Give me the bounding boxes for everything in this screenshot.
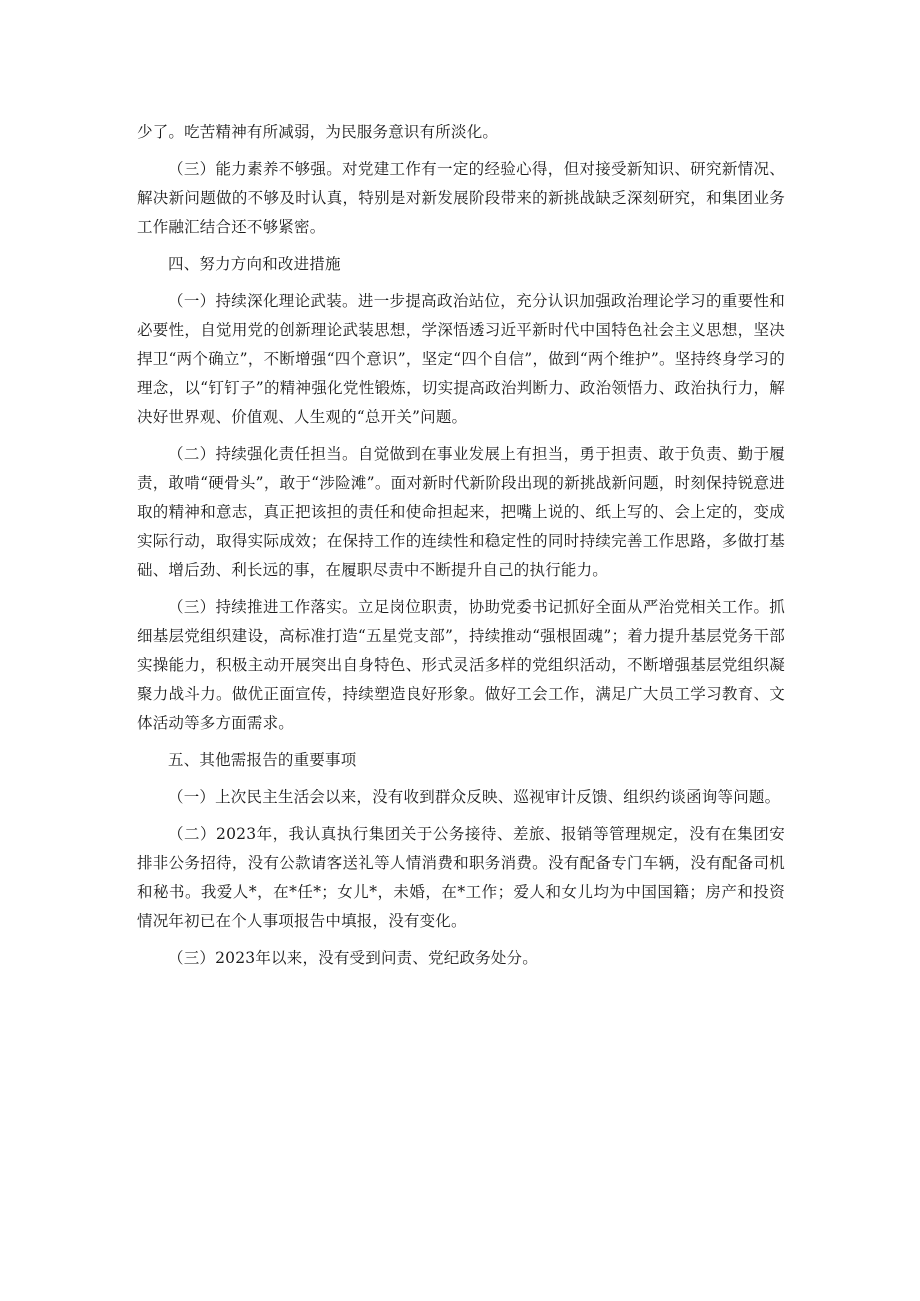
paragraph-regulations: （二）2023年，我认真执行集团关于公务接待、差旅、报销等管理规定，没有在集团安排非公务招待，没有公款请客送礼等人情消费和职务消费。没有配备专门车辆，没有配备司机和秘书。我爱人*，在*任*；女儿*，未婚，在*工作；爱人和女儿均为中国国籍；房产和投资情况年初已在个人事项报告中填报，没有变化。	[137, 825, 785, 930]
paragraph-no-complaints: （一）上次民主生活会以来，没有收到群众反映、巡视审计反馈、组织约谈函询等问题。	[168, 788, 781, 806]
paragraph-work-implementation: （三）持续推进工作落实。立足岗位职责，协助党委书记抓好全面从严治党相关工作。抓细基层党组织建设，高标准打造“五星党支部”，持续推动“强根固魂”；着力提升基层党务干部实操能力，积极主动开展突出自身特色、形式灵活多样的党组织活动，不断增强基层党组织凝聚力战斗力。做优正面宣传，持续塑造良好形象。做好工会工作，满足广大员工学习教育、文体活动等多方面需求。	[137, 598, 785, 732]
paragraph-continuation: 少了。吃苦精神有所减弱，为民服务意识有所淡化。	[137, 123, 499, 141]
paragraph-responsibility: （二）持续强化责任担当。自觉做到在事业发展上有担当，勇于担责、敢于负责、勤于履责，敢啃“硬骨头”，敢于“涉险滩”。面对新时代新阶段出现的新挑战新问题，时刻保持锐意进取的精神和意志，真正把该担的责任和使命担起来，把嘴上说的、纸上写的、会上定的，变成实际行动，取得实际成效；在保持工作的连续性和稳定性的同时持续完善工作思路，多做打基础、增后劲、利长远的事，在履职尽责中不断提升自己的执行能力。	[137, 445, 785, 579]
section-heading-5: 五、其他需报告的重要事项	[168, 751, 357, 769]
paragraph-no-discipline: （三）2023年以来，没有受到问责、党纪政务处分。	[168, 949, 538, 967]
document-page	[137, 118, 785, 981]
paragraph-theory-arming: （一）持续深化理论武装。进一步提高政治站位，充分认识加强政治理论学习的重要性和必要性，自觉用党的创新理论武装思想，学深悟透习近平新时代中国特色社会主义思想，坚决捍卫“两个确立”，不断增强“四个意识”，坚定“四个自信”，做到“两个维护”。坚持终身学习的理念，以“钉钉子”的精神强化党性锻炼，切实提高政治判断力、政治领悟力、政治执行力，解决好世界观、价值观、人生观的“总开关”问题。	[137, 292, 785, 426]
section-heading-4: 四、努力方向和改进措施	[168, 255, 341, 273]
paragraph-ability-quality: （三）能力素养不够强。对党建工作有一定的经验心得，但对接受新知识、研究新情况、解决新问题做的不够及时认真，特别是对新发展阶段带来的新挑战缺乏深刻研究，和集团业务工作融汇结合还不够紧密。	[137, 160, 785, 236]
